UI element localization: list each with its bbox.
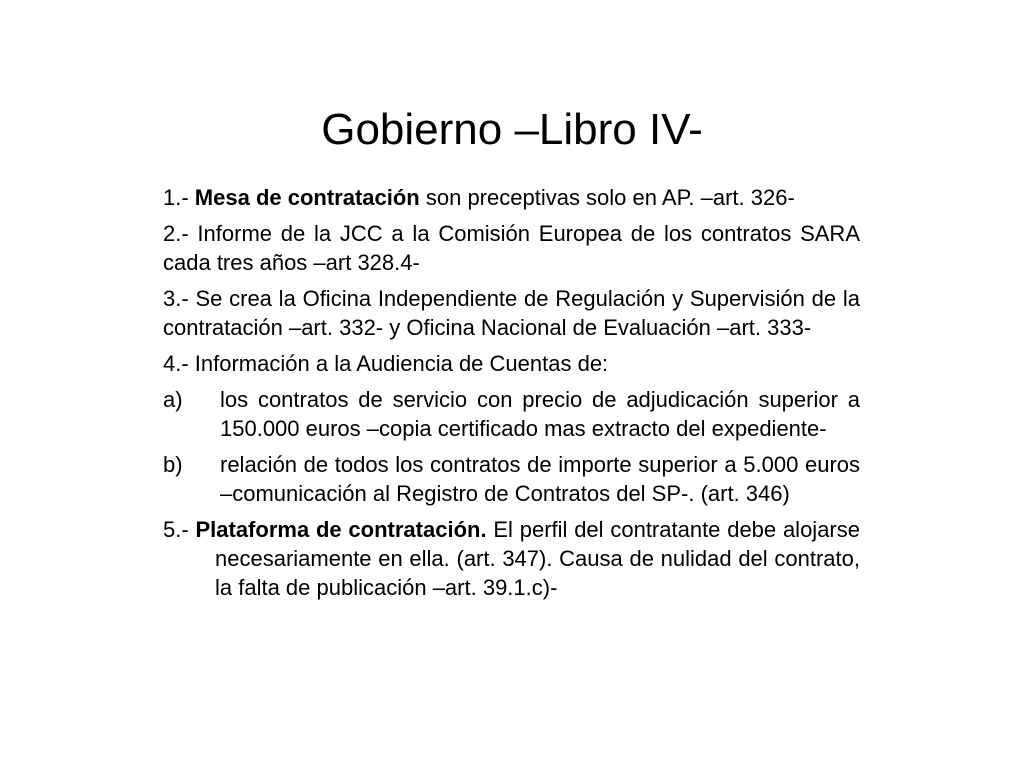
list-item-a-text: los contratos de servicio con precio de adjudicación superior a 150.000 euros –copia certificado mas extracto del expediente- [220,387,860,441]
point-1-bold: Mesa de contratación [194,185,420,210]
list-item-b-marker: b) [163,452,183,477]
slide-title: Gobierno –Libro IV- [321,105,703,154]
slide-content [163,183,860,609]
point-2: 2.- Informe de la JCC a la Comisión Europea de los contratos SARA cada tres años –art 328.4- [163,221,860,275]
list-item-b [163,450,860,508]
list-item-a-marker: a) [163,387,183,412]
point-5 [163,515,860,602]
point-1-rest: son preceptivas solo en AP. –art. 326- [419,185,795,210]
list-item-b-text: relación de todos los contratos de importe superior a 5.000 euros –comunicación al Registro de Contratos del SP-. (art. 346) [220,452,860,506]
point-3: 3.- Se crea la Oficina Independiente de Regulación y Supervisión de la contratación –art. 332- y Oficina Nacional de Evaluación –art. 333- [163,286,860,340]
point-5-bold: Plataforma de contratación. [195,517,487,542]
point-5-rest: El perfil del contratante debe alojarse necesariamente en ella. (art. 347). Causa de nulidad del contrato, la falta de publicación –art. 39.1.c)- [215,517,860,600]
point-1-prefix: 1.- [163,185,195,210]
point-4: 4.- Información a la Audiencia de Cuentas de: [163,351,609,376]
point-1 [163,183,860,212]
list-item-a [163,385,860,443]
point-5-prefix: 5.- [163,517,196,542]
